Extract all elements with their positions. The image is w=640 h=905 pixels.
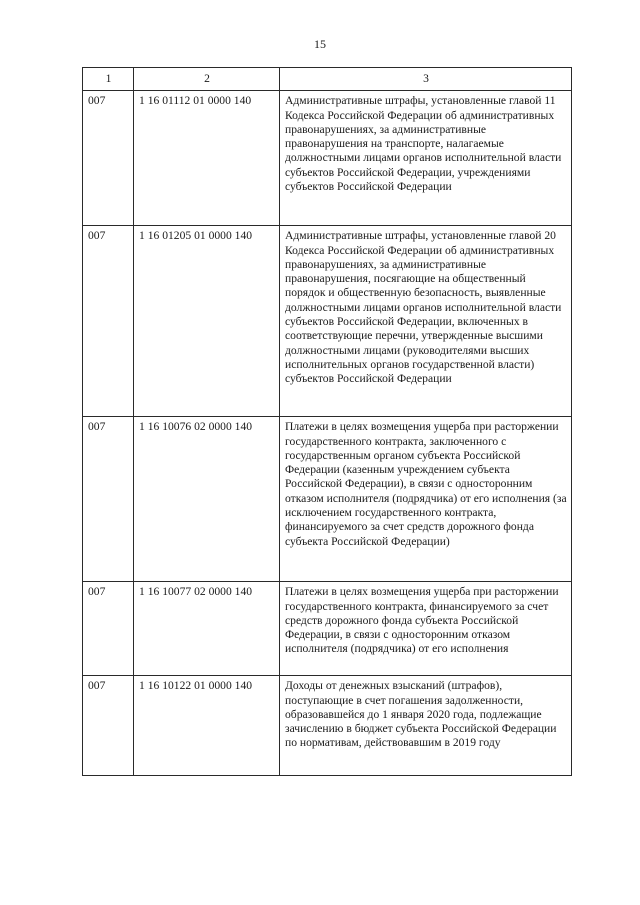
admin-code-cell: 007 [83,417,134,582]
description-cell: Административные штрафы, установленные главой 20 Кодекса Российской Федерации об административных правонарушениях, за административные правонарушения, посягающие на общественный порядок и общественную безопасность, выявленные должностными лицами органов исполнительной власти субъектов Российской Федерации, включенных в соответствующие перечни, утвержденные высшими должностными лицами (руководителями высших исполнительных органов государственной власти) субъектов Российской Федерации [280,226,572,417]
description-cell: Административные штрафы, установленные главой 11 Кодекса Российской Федерации об административных правонарушениях, за административные правонарушения на транспорте, налагаемые должностными лицами органов исполнительной власти субъектов Российской Федерации, учреждениями субъектов Российской Федерации [280,91,572,226]
admin-code-cell: 007 [83,226,134,417]
budget-code-cell: 1 16 01205 01 0000 140 [134,226,280,417]
column-header-3: 3 [280,68,572,91]
admin-code-cell: 007 [83,91,134,226]
table-header-row [83,68,572,91]
page-number: 15 [314,37,326,51]
budget-code-cell: 1 16 10077 02 0000 140 [134,582,280,676]
table-row [83,226,572,417]
column-header-1: 1 [83,68,134,91]
budget-code-cell: 1 16 10076 02 0000 140 [134,417,280,582]
table-row [83,91,572,226]
description-cell: Платежи в целях возмещения ущерба при расторжении государственного контракта, заключенного с государственным органом субъекта Российской Федерации (казенным учреждением субъекта Российской Федерации), в связи с односторонним отказом исполнителя (подрядчика) от его исполнения (за исключением государственного контракта, финансируемого за счет средств дорожного фонда субъекта Российской Федерации) [280,417,572,582]
table-row [83,582,572,676]
table-row [83,676,572,776]
table-row [83,417,572,582]
description-cell: Платежи в целях возмещения ущерба при расторжении государственного контракта, финансируемого за счет средств дорожного фонда субъекта Российской Федерации, в связи с односторонним отказом исполнителя (подрядчика) от его исполнения [280,582,572,676]
column-header-2: 2 [134,68,280,91]
budget-code-cell: 1 16 10122 01 0000 140 [134,676,280,776]
admin-code-cell: 007 [83,582,134,676]
admin-code-cell: 007 [83,676,134,776]
description-cell: Доходы от денежных взысканий (штрафов), поступающие в счет погашения задолженности, образовавшейся до 1 января 2020 года, подлежащие зачислению в бюджет субъекта Российской Федерации по нормативам, действовавшим в 2019 году [280,676,572,776]
budget-codes-table [82,67,572,776]
budget-code-cell: 1 16 01112 01 0000 140 [134,91,280,226]
